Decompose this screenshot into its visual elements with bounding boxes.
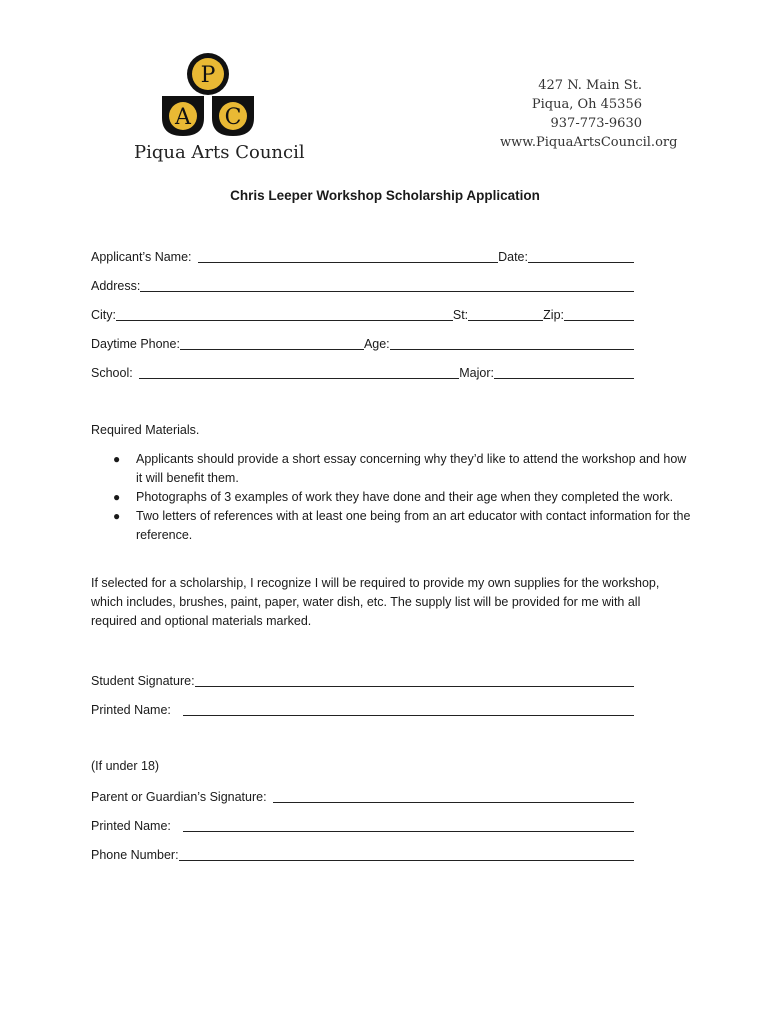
materials-heading: Required Materials. xyxy=(91,423,200,437)
piqua-arts-council-logo xyxy=(128,50,305,170)
applicant-name-row xyxy=(91,246,634,264)
date-field[interactable] xyxy=(528,249,634,263)
materials-item-text: Applicants should provide a short essay concerning why they’d like to attend the workshop and how it will benefit them. xyxy=(136,452,687,485)
phone-number-field[interactable] xyxy=(179,847,634,861)
phone-number: 937-773-9630 xyxy=(550,116,642,131)
school-label: School: xyxy=(91,366,133,380)
guardian-printed-name-field[interactable] xyxy=(183,818,634,832)
student-signature-row xyxy=(91,670,634,688)
website-link[interactable]: www.PiquaArtsCouncil.org xyxy=(500,135,678,150)
logo-letter-a: A xyxy=(175,105,191,130)
printed-name-label: Printed Name: xyxy=(91,703,171,717)
pac-emblem-icon xyxy=(158,50,258,140)
printed-name-field[interactable] xyxy=(183,702,634,716)
applicant-name-label: Applicant’s Name: xyxy=(91,250,192,264)
street-address: 427 N. Main St. xyxy=(538,78,642,93)
major-field[interactable] xyxy=(494,365,634,379)
city-row xyxy=(91,304,634,322)
agreement-paragraph: If selected for a scholarship, I recognize I will be required to provide my own supplies for the workshop, which includes, brushes, paint, paper, water dish, etc. The supply list will be provided for me with all required and optional materials marked. xyxy=(91,576,660,628)
guardian-printed-name-row xyxy=(91,815,634,833)
daytime-phone-field[interactable] xyxy=(180,336,364,350)
bullet-icon: ● xyxy=(113,490,121,504)
materials-item-text: Photographs of 3 examples of work they have done and their age when they completed the work. xyxy=(136,490,674,504)
materials-item-text: Two letters of references with at least one being from an art educator with contact information for the reference. xyxy=(136,509,691,542)
applicant-name-field[interactable] xyxy=(198,249,499,263)
date-label: Date: xyxy=(498,250,528,264)
phone-number-row xyxy=(91,844,634,862)
phone-number-label: Phone Number: xyxy=(91,848,179,862)
school-field[interactable] xyxy=(139,365,460,379)
city-state-zip: Piqua, Oh 45356 xyxy=(531,97,642,112)
state-field[interactable] xyxy=(468,307,543,321)
guardian-signature-row xyxy=(91,786,634,804)
bullet-icon: ● xyxy=(113,452,121,466)
city-label: City: xyxy=(91,308,116,322)
city-field[interactable] xyxy=(116,307,453,321)
age-field[interactable] xyxy=(390,336,634,350)
zip-label: Zip: xyxy=(543,308,564,322)
page-title: Chris Leeper Workshop Scholarship Application xyxy=(230,188,540,203)
daytime-phone-label: Daytime Phone: xyxy=(91,337,180,351)
address-label: Address: xyxy=(91,279,141,293)
address-field[interactable] xyxy=(140,278,634,292)
org-name: Piqua Arts Council xyxy=(134,142,305,163)
age-label: Age: xyxy=(363,337,390,351)
bullet-icon: ● xyxy=(113,509,121,523)
list-item xyxy=(91,450,691,488)
materials-list xyxy=(91,450,691,545)
under-18-note: (If under 18) xyxy=(91,759,160,773)
logo-letter-p: P xyxy=(200,63,216,88)
list-item xyxy=(91,488,691,507)
major-label: Major: xyxy=(459,366,494,380)
zip-field[interactable] xyxy=(564,307,634,321)
guardian-signature-label: Parent or Guardian’s Signature: xyxy=(91,790,267,804)
guardian-signature-field[interactable] xyxy=(273,789,634,803)
student-signature-field[interactable] xyxy=(195,673,634,687)
guardian-printed-name-label: Printed Name: xyxy=(91,819,171,833)
contact-block xyxy=(500,76,678,152)
state-label: St: xyxy=(452,308,469,322)
list-item xyxy=(91,507,691,545)
phone-age-row xyxy=(91,333,634,351)
printed-name-row xyxy=(91,699,634,717)
logo-letter-c: C xyxy=(224,105,242,130)
student-signature-label: Student Signature: xyxy=(91,674,195,688)
school-major-row xyxy=(91,362,634,380)
address-row xyxy=(91,275,634,293)
